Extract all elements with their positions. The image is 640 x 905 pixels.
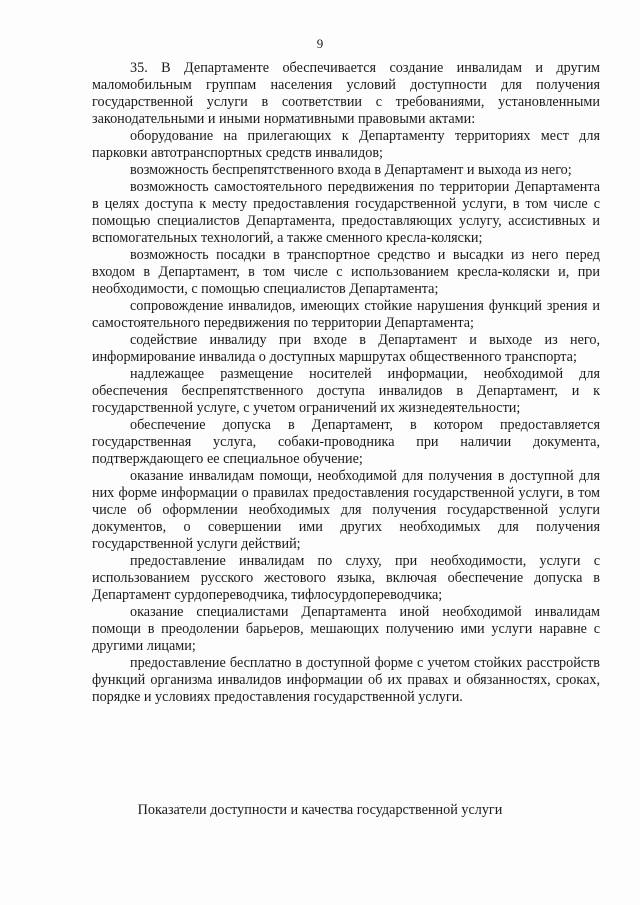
paragraph: оказание специалистами Департамента иной необходимой инвалидам помощи в преодолении барьеров, мешающих получению ими услуги наравне с другими лицами; bbox=[92, 604, 600, 654]
paragraph: оборудование на прилегающих к Департаменту территориях мест для парковки автотранспортных средств инвалидов; bbox=[92, 128, 600, 161]
paragraph: возможность беспрепятственного входа в Департамент и выхода из него; bbox=[130, 162, 572, 178]
paragraph: предоставление бесплатно в доступной форме с учетом стойких расстройств функций организма инвалидов информации об их правах и обязанностях, сроках, порядке и условиях предоставления государственной услуги. bbox=[92, 655, 600, 705]
body-text bbox=[92, 60, 600, 706]
paragraph: содействие инвалиду при входе в Департамент и выходе из него, информирование инвалида о доступных маршрутах общественного транспорта; bbox=[92, 332, 600, 365]
paragraph: обеспечение допуска в Департамент, в котором предоставляется государственная услуга, собаки-проводника при наличии документа, подтверждающего ее специальное обучение; bbox=[92, 417, 600, 467]
paragraph: предоставление инвалидам по слуху, при необходимости, услуги с использованием русского жестового языка, включая обеспечение допуска в Департамент сурдопереводчика, тифлосурдопереводчика; bbox=[92, 553, 600, 603]
paragraph: возможность посадки в транспортное средство и высадки из него перед входом в Департамент, в том числе с использованием кресла-коляски и, при необходимости, с помощью специалистов Департамента; bbox=[92, 247, 600, 297]
paragraph: надлежащее размещение носителей информации, необходимой для обеспечения беспрепятственного доступа инвалидов в Департамент, и к государственной услуге, с учетом ограничений их жизнедеятельности; bbox=[92, 366, 600, 416]
paragraph: 35. В Департаменте обеспечивается создание инвалидам и другим маломобильным группам населения условий доступности для получения государственной услуги в соответствии с требованиями, установленными законодательными и иными нормативными правовыми актами: bbox=[92, 60, 600, 127]
paragraph: оказание инвалидам помощи, необходимой для получения в доступной для них форме информации о правилах предоставления государственной услуги, в том числе об оформлении необходимых для получения государственной услуги документов, о совершении ими других необходимых для получения государственной услуги действий; bbox=[92, 468, 600, 552]
page-number: 9 bbox=[316, 36, 324, 51]
paragraph: сопровождение инвалидов, имеющих стойкие нарушения функций зрения и самостоятельного передвижения по территории Департамента; bbox=[92, 298, 600, 331]
paragraph: возможность самостоятельного передвижения по территории Департамента в целях доступа к месту предоставления государственной услуги, в том числе с помощью специалистов Департамента, предоставляющих услугу, ассистивных и вспомогательных технологий, а также сменного кресла-коляски; bbox=[92, 179, 600, 246]
section-heading: Показатели доступности и качества государственной услуги bbox=[137, 802, 503, 818]
